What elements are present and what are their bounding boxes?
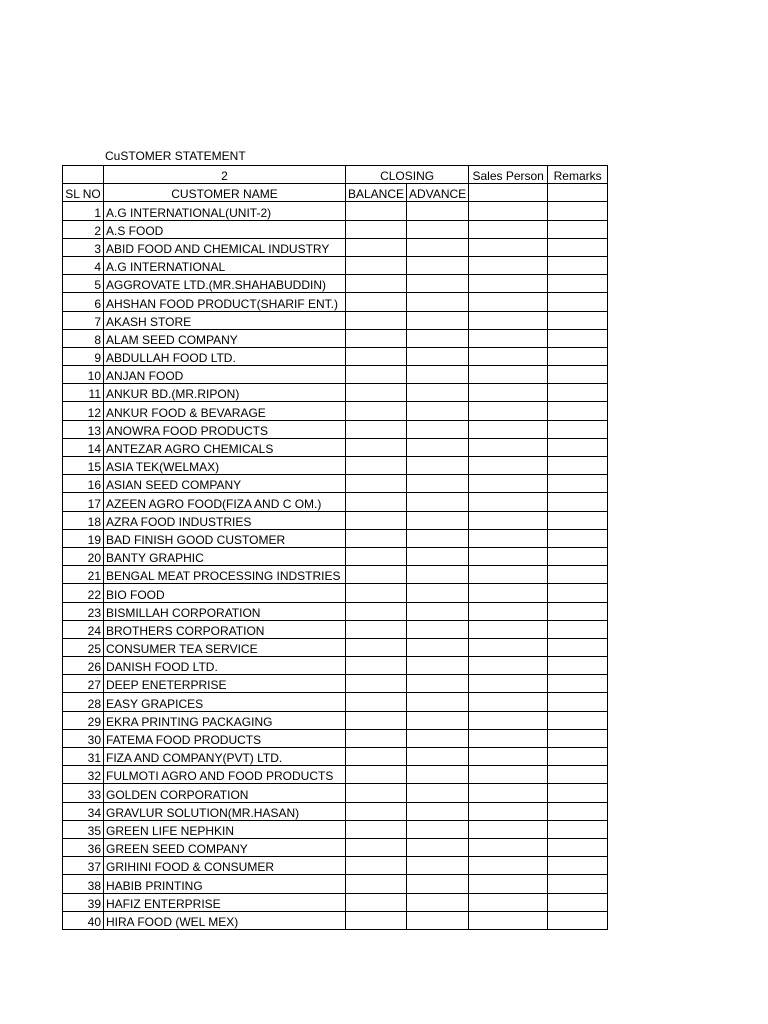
remarks-cell bbox=[548, 311, 608, 329]
customer-name-cell: BANTY GRAPHIC bbox=[104, 547, 346, 565]
advance-cell bbox=[407, 693, 469, 711]
customer-name-cell: BROTHERS CORPORATION bbox=[104, 620, 346, 638]
balance-cell bbox=[346, 475, 407, 493]
remarks-cell bbox=[548, 893, 608, 911]
customer-name-cell: ANTEZAR AGRO CHEMICALS bbox=[104, 438, 346, 456]
advance-cell bbox=[407, 366, 469, 384]
table-row bbox=[63, 584, 608, 602]
balance-cell bbox=[346, 402, 407, 420]
customer-name-cell: BIO FOOD bbox=[104, 584, 346, 602]
balance-cell bbox=[346, 729, 407, 747]
table-row bbox=[63, 857, 608, 875]
sl-no-cell: 6 bbox=[63, 293, 104, 311]
balance-cell bbox=[346, 602, 407, 620]
remarks-cell bbox=[548, 329, 608, 347]
balance-cell bbox=[346, 675, 407, 693]
sales-person-cell bbox=[469, 820, 548, 838]
advance-cell bbox=[407, 457, 469, 475]
sl-no-cell: 30 bbox=[63, 729, 104, 747]
customer-name-cell: DANISH FOOD LTD. bbox=[104, 657, 346, 675]
remarks-cell bbox=[548, 584, 608, 602]
table-row bbox=[63, 602, 608, 620]
table-row bbox=[63, 675, 608, 693]
advance-cell bbox=[407, 475, 469, 493]
advance-cell bbox=[407, 638, 469, 656]
header-remarks: Remarks bbox=[548, 166, 608, 184]
advance-cell bbox=[407, 220, 469, 238]
customer-name-cell: HAFIZ ENTERPRISE bbox=[104, 893, 346, 911]
customer-name-cell: ANKUR FOOD & BEVARAGE bbox=[104, 402, 346, 420]
balance-cell bbox=[346, 547, 407, 565]
customer-name-cell: A.G INTERNATIONAL bbox=[104, 256, 346, 274]
balance-cell bbox=[346, 857, 407, 875]
remarks-cell bbox=[548, 729, 608, 747]
customer-name-cell: A.S FOOD bbox=[104, 220, 346, 238]
balance-cell bbox=[346, 347, 407, 365]
advance-cell bbox=[407, 875, 469, 893]
sl-no-cell: 14 bbox=[63, 438, 104, 456]
advance-cell bbox=[407, 820, 469, 838]
remarks-cell bbox=[548, 875, 608, 893]
sl-no-cell: 28 bbox=[63, 693, 104, 711]
sl-no-cell: 18 bbox=[63, 511, 104, 529]
advance-cell bbox=[407, 202, 469, 220]
advance-cell bbox=[407, 584, 469, 602]
remarks-cell bbox=[548, 202, 608, 220]
balance-cell bbox=[346, 875, 407, 893]
sl-no-cell: 21 bbox=[63, 566, 104, 584]
sales-person-cell bbox=[469, 256, 548, 274]
advance-cell bbox=[407, 711, 469, 729]
remarks-cell bbox=[548, 784, 608, 802]
sales-person-cell bbox=[469, 602, 548, 620]
sl-no-cell: 32 bbox=[63, 766, 104, 784]
sales-person-cell bbox=[469, 729, 548, 747]
sl-no-cell: 26 bbox=[63, 657, 104, 675]
customer-statement-table bbox=[62, 165, 608, 930]
sl-no-cell: 8 bbox=[63, 329, 104, 347]
sales-person-cell bbox=[469, 220, 548, 238]
balance-cell bbox=[346, 711, 407, 729]
balance-cell bbox=[346, 311, 407, 329]
customer-name-cell: BAD FINISH GOOD CUSTOMER bbox=[104, 529, 346, 547]
header-row-2 bbox=[63, 184, 608, 202]
remarks-cell bbox=[548, 384, 608, 402]
customer-name-cell: AZRA FOOD INDUSTRIES bbox=[104, 511, 346, 529]
sl-no-cell: 29 bbox=[63, 711, 104, 729]
sales-person-cell bbox=[469, 384, 548, 402]
sl-no-cell: 20 bbox=[63, 547, 104, 565]
remarks-cell bbox=[548, 911, 608, 929]
table-row bbox=[63, 657, 608, 675]
sales-person-cell bbox=[469, 402, 548, 420]
table-row bbox=[63, 711, 608, 729]
advance-cell bbox=[407, 911, 469, 929]
remarks-cell bbox=[548, 493, 608, 511]
customer-name-cell: ANKUR BD.(MR.RIPON) bbox=[104, 384, 346, 402]
sl-no-cell: 9 bbox=[63, 347, 104, 365]
sl-no-cell: 23 bbox=[63, 602, 104, 620]
header-sales-person-blank bbox=[469, 184, 548, 202]
balance-cell bbox=[346, 420, 407, 438]
advance-cell bbox=[407, 402, 469, 420]
advance-cell bbox=[407, 311, 469, 329]
sales-person-cell bbox=[469, 566, 548, 584]
advance-cell bbox=[407, 511, 469, 529]
advance-cell bbox=[407, 566, 469, 584]
sales-person-cell bbox=[469, 657, 548, 675]
customer-name-cell: BENGAL MEAT PROCESSING INDSTRIES bbox=[104, 566, 346, 584]
sl-no-cell: 37 bbox=[63, 857, 104, 875]
table-row bbox=[63, 784, 608, 802]
statement-title: CuSTOMER STATEMENT bbox=[105, 149, 246, 163]
sales-person-cell bbox=[469, 675, 548, 693]
header-sl-no: SL NO bbox=[63, 184, 104, 202]
remarks-cell bbox=[548, 838, 608, 856]
sales-person-cell bbox=[469, 638, 548, 656]
sl-no-cell: 4 bbox=[63, 256, 104, 274]
table-row bbox=[63, 275, 608, 293]
customer-name-cell: GOLDEN CORPORATION bbox=[104, 784, 346, 802]
advance-cell bbox=[407, 857, 469, 875]
balance-cell bbox=[346, 911, 407, 929]
table-row bbox=[63, 438, 608, 456]
header-customer-name: CUSTOMER NAME bbox=[104, 184, 346, 202]
balance-cell bbox=[346, 366, 407, 384]
customer-name-cell: AZEEN AGRO FOOD(FIZA AND C OM.) bbox=[104, 493, 346, 511]
advance-cell bbox=[407, 493, 469, 511]
table-row bbox=[63, 620, 608, 638]
balance-cell bbox=[346, 202, 407, 220]
balance-cell bbox=[346, 329, 407, 347]
table-body bbox=[63, 166, 608, 930]
header-row-1 bbox=[63, 166, 608, 184]
customer-name-cell: GREEN LIFE NEPHKIN bbox=[104, 820, 346, 838]
sl-no-cell: 39 bbox=[63, 893, 104, 911]
sales-person-cell bbox=[469, 547, 548, 565]
remarks-cell bbox=[548, 402, 608, 420]
sales-person-cell bbox=[469, 748, 548, 766]
table-row bbox=[63, 820, 608, 838]
remarks-cell bbox=[548, 475, 608, 493]
balance-cell bbox=[346, 493, 407, 511]
table-row bbox=[63, 911, 608, 929]
balance-cell bbox=[346, 748, 407, 766]
sales-person-cell bbox=[469, 875, 548, 893]
sales-person-cell bbox=[469, 438, 548, 456]
advance-cell bbox=[407, 802, 469, 820]
remarks-cell bbox=[548, 366, 608, 384]
remarks-cell bbox=[548, 256, 608, 274]
sl-no-cell: 40 bbox=[63, 911, 104, 929]
sl-no-cell: 25 bbox=[63, 638, 104, 656]
sl-no-cell: 12 bbox=[63, 402, 104, 420]
sales-person-cell bbox=[469, 293, 548, 311]
table-row bbox=[63, 420, 608, 438]
remarks-cell bbox=[548, 420, 608, 438]
sales-person-cell bbox=[469, 366, 548, 384]
customer-name-cell: AHSHAN FOOD PRODUCT(SHARIF ENT.) bbox=[104, 293, 346, 311]
customer-name-cell: HIRA FOOD (WEL MEX) bbox=[104, 911, 346, 929]
table-row bbox=[63, 566, 608, 584]
balance-cell bbox=[346, 566, 407, 584]
customer-name-cell: ALAM SEED COMPANY bbox=[104, 329, 346, 347]
customer-name-cell: FATEMA FOOD PRODUCTS bbox=[104, 729, 346, 747]
table-row bbox=[63, 384, 608, 402]
sales-person-cell bbox=[469, 493, 548, 511]
advance-cell bbox=[407, 729, 469, 747]
table-row bbox=[63, 838, 608, 856]
table-row bbox=[63, 693, 608, 711]
advance-cell bbox=[407, 275, 469, 293]
remarks-cell bbox=[548, 238, 608, 256]
table-row bbox=[63, 329, 608, 347]
customer-name-cell: ANOWRA FOOD PRODUCTS bbox=[104, 420, 346, 438]
balance-cell bbox=[346, 657, 407, 675]
customer-name-cell: CONSUMER TEA SERVICE bbox=[104, 638, 346, 656]
sales-person-cell bbox=[469, 693, 548, 711]
balance-cell bbox=[346, 384, 407, 402]
advance-cell bbox=[407, 675, 469, 693]
balance-cell bbox=[346, 220, 407, 238]
sl-no-cell: 24 bbox=[63, 620, 104, 638]
sales-person-cell bbox=[469, 329, 548, 347]
remarks-cell bbox=[548, 529, 608, 547]
header-balance: BALANCE bbox=[346, 184, 407, 202]
sl-no-cell: 16 bbox=[63, 475, 104, 493]
balance-cell bbox=[346, 293, 407, 311]
balance-cell bbox=[346, 256, 407, 274]
table-row bbox=[63, 402, 608, 420]
advance-cell bbox=[407, 384, 469, 402]
balance-cell bbox=[346, 238, 407, 256]
sl-no-cell: 13 bbox=[63, 420, 104, 438]
sl-no-cell: 36 bbox=[63, 838, 104, 856]
customer-name-cell: ABDULLAH FOOD LTD. bbox=[104, 347, 346, 365]
customer-name-cell: A.G INTERNATIONAL(UNIT-2) bbox=[104, 202, 346, 220]
sales-person-cell bbox=[469, 620, 548, 638]
table-row bbox=[63, 366, 608, 384]
table-row bbox=[63, 529, 608, 547]
sales-person-cell bbox=[469, 275, 548, 293]
customer-name-cell: GRIHINI FOOD & CONSUMER bbox=[104, 857, 346, 875]
advance-cell bbox=[407, 238, 469, 256]
sales-person-cell bbox=[469, 784, 548, 802]
customer-name-cell: EKRA PRINTING PACKAGING bbox=[104, 711, 346, 729]
sales-person-cell bbox=[469, 529, 548, 547]
sales-person-cell bbox=[469, 857, 548, 875]
sales-person-cell bbox=[469, 311, 548, 329]
advance-cell bbox=[407, 420, 469, 438]
sl-no-cell: 38 bbox=[63, 875, 104, 893]
customer-name-cell: ABID FOOD AND CHEMICAL INDUSTRY bbox=[104, 238, 346, 256]
remarks-cell bbox=[548, 766, 608, 784]
customer-name-cell: AKASH STORE bbox=[104, 311, 346, 329]
header-sales-person: Sales Person bbox=[469, 166, 548, 184]
sales-person-cell bbox=[469, 202, 548, 220]
sales-person-cell bbox=[469, 238, 548, 256]
customer-name-cell: AGGROVATE LTD.(MR.SHAHABUDDIN) bbox=[104, 275, 346, 293]
balance-cell bbox=[346, 584, 407, 602]
table-row bbox=[63, 293, 608, 311]
balance-cell bbox=[346, 638, 407, 656]
header-advance: ADVANCE bbox=[407, 184, 469, 202]
sales-person-cell bbox=[469, 347, 548, 365]
table-row bbox=[63, 893, 608, 911]
sales-person-cell bbox=[469, 420, 548, 438]
customer-name-cell: DEEP ENETERPRISE bbox=[104, 675, 346, 693]
table-row bbox=[63, 547, 608, 565]
sales-person-cell bbox=[469, 893, 548, 911]
sales-person-cell bbox=[469, 711, 548, 729]
sales-person-cell bbox=[469, 475, 548, 493]
sl-no-cell: 2 bbox=[63, 220, 104, 238]
sl-no-cell: 3 bbox=[63, 238, 104, 256]
table-row bbox=[63, 202, 608, 220]
sl-no-cell: 33 bbox=[63, 784, 104, 802]
sl-no-cell: 31 bbox=[63, 748, 104, 766]
advance-cell bbox=[407, 347, 469, 365]
table-row bbox=[63, 311, 608, 329]
remarks-cell bbox=[548, 657, 608, 675]
advance-cell bbox=[407, 529, 469, 547]
sl-no-cell: 10 bbox=[63, 366, 104, 384]
sl-no-cell: 7 bbox=[63, 311, 104, 329]
sl-no-cell: 34 bbox=[63, 802, 104, 820]
balance-cell bbox=[346, 511, 407, 529]
customer-name-cell: HABIB PRINTING bbox=[104, 875, 346, 893]
balance-cell bbox=[346, 529, 407, 547]
table-row bbox=[63, 729, 608, 747]
remarks-cell bbox=[548, 293, 608, 311]
sl-no-cell: 22 bbox=[63, 584, 104, 602]
balance-cell bbox=[346, 275, 407, 293]
balance-cell bbox=[346, 620, 407, 638]
balance-cell bbox=[346, 784, 407, 802]
sl-no-cell: 19 bbox=[63, 529, 104, 547]
table-row bbox=[63, 766, 608, 784]
customer-name-cell: ASIA TEK(WELMAX) bbox=[104, 457, 346, 475]
sales-person-cell bbox=[469, 766, 548, 784]
header-name-col-number: 2 bbox=[104, 166, 346, 184]
table-row bbox=[63, 220, 608, 238]
customer-name-cell: ASIAN SEED COMPANY bbox=[104, 475, 346, 493]
advance-cell bbox=[407, 438, 469, 456]
sales-person-cell bbox=[469, 584, 548, 602]
header-closing: CLOSING bbox=[346, 166, 469, 184]
remarks-cell bbox=[548, 820, 608, 838]
sl-no-cell: 35 bbox=[63, 820, 104, 838]
header-remarks-blank bbox=[548, 184, 608, 202]
balance-cell bbox=[346, 693, 407, 711]
sl-no-cell: 17 bbox=[63, 493, 104, 511]
advance-cell bbox=[407, 766, 469, 784]
advance-cell bbox=[407, 838, 469, 856]
sales-person-cell bbox=[469, 511, 548, 529]
remarks-cell bbox=[548, 347, 608, 365]
remarks-cell bbox=[548, 693, 608, 711]
balance-cell bbox=[346, 838, 407, 856]
table-row bbox=[63, 347, 608, 365]
balance-cell bbox=[346, 438, 407, 456]
remarks-cell bbox=[548, 457, 608, 475]
advance-cell bbox=[407, 602, 469, 620]
sales-person-cell bbox=[469, 838, 548, 856]
sl-no-cell: 11 bbox=[63, 384, 104, 402]
advance-cell bbox=[407, 547, 469, 565]
advance-cell bbox=[407, 784, 469, 802]
advance-cell bbox=[407, 293, 469, 311]
sl-no-cell: 15 bbox=[63, 457, 104, 475]
table-row bbox=[63, 256, 608, 274]
balance-cell bbox=[346, 802, 407, 820]
remarks-cell bbox=[548, 675, 608, 693]
table-row bbox=[63, 875, 608, 893]
remarks-cell bbox=[548, 620, 608, 638]
table-row bbox=[63, 457, 608, 475]
balance-cell bbox=[346, 766, 407, 784]
customer-name-cell: EASY GRAPICES bbox=[104, 693, 346, 711]
remarks-cell bbox=[548, 566, 608, 584]
remarks-cell bbox=[548, 602, 608, 620]
sales-person-cell bbox=[469, 457, 548, 475]
advance-cell bbox=[407, 329, 469, 347]
advance-cell bbox=[407, 620, 469, 638]
remarks-cell bbox=[548, 275, 608, 293]
customer-name-cell: GRAVLUR SOLUTION(MR.HASAN) bbox=[104, 802, 346, 820]
remarks-cell bbox=[548, 802, 608, 820]
remarks-cell bbox=[548, 220, 608, 238]
customer-name-cell: GREEN SEED COMPANY bbox=[104, 838, 346, 856]
sales-person-cell bbox=[469, 911, 548, 929]
advance-cell bbox=[407, 657, 469, 675]
advance-cell bbox=[407, 256, 469, 274]
table-row bbox=[63, 638, 608, 656]
advance-cell bbox=[407, 893, 469, 911]
customer-name-cell: BISMILLAH CORPORATION bbox=[104, 602, 346, 620]
table-row bbox=[63, 238, 608, 256]
remarks-cell bbox=[548, 638, 608, 656]
table-row bbox=[63, 802, 608, 820]
remarks-cell bbox=[548, 547, 608, 565]
header-cell-blank bbox=[63, 166, 104, 184]
advance-cell bbox=[407, 748, 469, 766]
remarks-cell bbox=[548, 711, 608, 729]
sales-person-cell bbox=[469, 802, 548, 820]
remarks-cell bbox=[548, 511, 608, 529]
sl-no-cell: 27 bbox=[63, 675, 104, 693]
remarks-cell bbox=[548, 748, 608, 766]
sl-no-cell: 5 bbox=[63, 275, 104, 293]
remarks-cell bbox=[548, 857, 608, 875]
customer-name-cell: ANJAN FOOD bbox=[104, 366, 346, 384]
remarks-cell bbox=[548, 438, 608, 456]
balance-cell bbox=[346, 893, 407, 911]
table-row bbox=[63, 511, 608, 529]
customer-name-cell: FULMOTI AGRO AND FOOD PRODUCTS bbox=[104, 766, 346, 784]
customer-name-cell: FIZA AND COMPANY(PVT) LTD. bbox=[104, 748, 346, 766]
balance-cell bbox=[346, 820, 407, 838]
sl-no-cell: 1 bbox=[63, 202, 104, 220]
table-row bbox=[63, 475, 608, 493]
table-row bbox=[63, 493, 608, 511]
table-row bbox=[63, 748, 608, 766]
balance-cell bbox=[346, 457, 407, 475]
